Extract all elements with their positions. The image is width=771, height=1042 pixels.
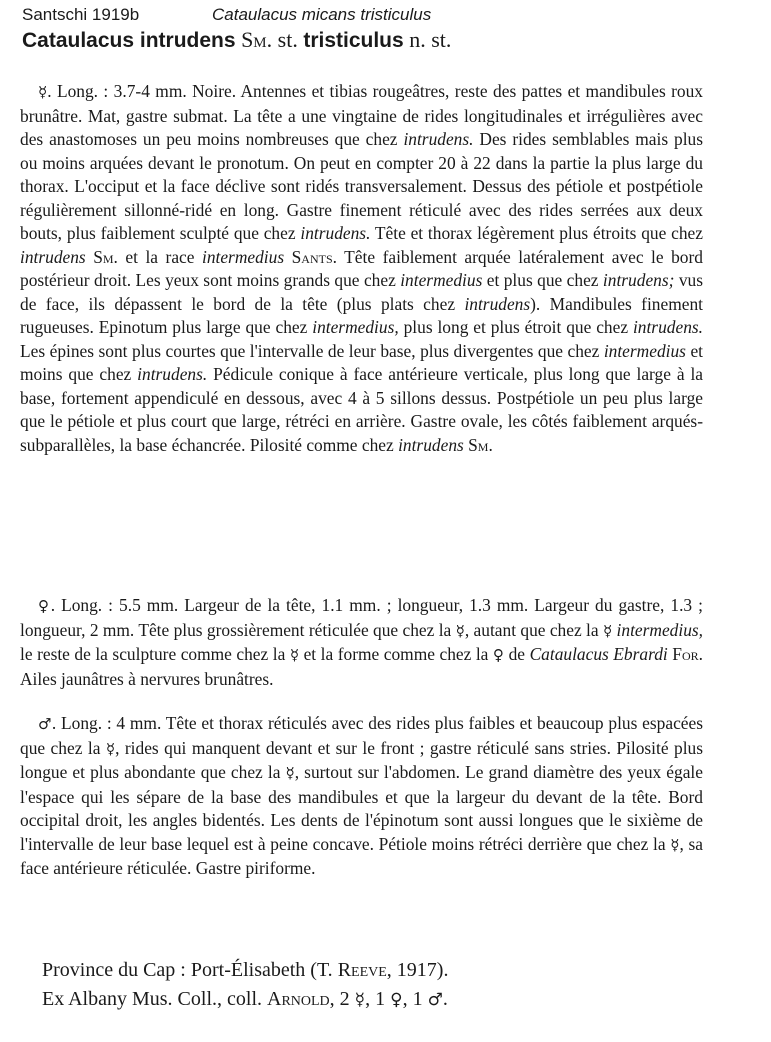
male-description	[20, 712, 703, 881]
text-run: le reste de la sculpture comme chez la	[20, 644, 290, 664]
text-run: Tête et thorax légèrement plus étroits que chez	[370, 223, 703, 243]
text-run: , 2	[329, 988, 355, 1010]
collector-name: Reeve	[337, 959, 387, 981]
text-run: Tête faiblement arquée latéralement avec le bord postérieur droit. Les yeux sont moins grands que chez	[20, 246, 703, 290]
species-name: Cataulacus Ebrardi	[529, 644, 668, 664]
text-run: .	[442, 988, 448, 1010]
text-run: , surtout sur l'abdomen. Le grand diamètre des yeux égale l'espace qui les sépare de la base des mandibules et que la largeur du devant de la tête. Bord occipital droit, les angles bidentés. Les dents de l'épinotum sont aussi longues que le sixième de l'intervalle de leur base lequel est à peine concave. Pétiole moins rétréci derrière que chez la	[20, 762, 703, 854]
species-name: intrudens;	[602, 270, 675, 290]
species-name: intrudens	[398, 434, 464, 455]
text-run: . Long. : 4 mm. Tête et thorax réticulés avec des rides plus faibles et beaucoup plus espacées que chez la	[20, 713, 703, 758]
text-run: et plus que chez	[482, 270, 603, 290]
text-run: de	[504, 644, 530, 664]
text-run: , 1917).	[386, 959, 449, 981]
citation-author-year: Santschi 1919b	[22, 5, 140, 24]
worker-description	[20, 80, 703, 457]
locality-line	[42, 956, 742, 985]
male-paragraph	[20, 712, 703, 881]
male-symbol: ♂	[427, 990, 443, 1010]
text-run: . Long. : 5.5 mm. Largeur de la tête, 1.1 mm. ; longueur, 1.3 mm. Largeur du gastre, 1.3 ; longueur, 2 mm. Tête plus grossièrement réticulée que chez la	[20, 595, 703, 640]
queen-symbol: ♀	[390, 990, 403, 1010]
species-name: intermedius,	[312, 317, 399, 337]
male-symbol: ♂	[38, 715, 52, 733]
text-run: . Long. : 3.7-4 mm. Noire. Antennes et tibias rougeâtres, reste des pattes et mandibules roux brunâtre. Mat, gastre submat. La tête a une vingtaine de rides longitudinales et irrégulières avec des anastomoses un peu moins nombreuses que chez	[20, 81, 703, 149]
collector-name: Arnold	[267, 988, 330, 1010]
title-species: Cataulacus intrudens	[22, 29, 236, 52]
species-name: intermedius	[603, 340, 686, 361]
species-name: intermedius	[400, 270, 483, 290]
text-run: Des rides semblables mais plus ou moins arquées devant le pronotum. On peut en compter 20 à 22 dans la partie la plus large du thorax. L'occiput et la face déclive sont ridés transversalement. Dessus des pétiole et postpétiole régulièrement sillonné-ridé en long. Gastre finement réticulé avec des rides serrées aux deux bouts, plus faiblement sculpté que chez	[20, 129, 703, 243]
collection-line	[42, 985, 742, 1015]
author-abbrev: Sm.	[468, 434, 493, 455]
author-abbrev: For.	[672, 644, 703, 664]
locality-record	[42, 956, 742, 1015]
title-rank: st.	[277, 27, 298, 52]
worker-symbol: ☿	[602, 621, 613, 640]
worker-symbol: ☿	[670, 835, 680, 854]
worker-symbol: ☿	[354, 990, 366, 1010]
worker-symbol: ☿	[38, 83, 48, 101]
species-name: intrudens.	[403, 129, 474, 149]
text-run: , 1	[365, 988, 391, 1010]
text-run: , 1	[402, 988, 428, 1010]
text-run: vus de face, ils dépassent le bord de la tête (plus plats chez	[20, 270, 703, 314]
worker-symbol: ☿	[289, 646, 300, 664]
text-run: , rides qui manquent devant et sur le front ; gastre réticulé sans stries. Pilosité plus longue et plus abondante que chez la	[20, 737, 703, 782]
worker-paragraph	[20, 80, 703, 457]
queen-symbol: ♀	[38, 597, 51, 615]
species-name: intrudens.	[300, 223, 371, 243]
queen-paragraph	[20, 594, 703, 691]
title-author: Sm.	[241, 27, 273, 52]
species-name: intrudens	[20, 246, 86, 267]
text-run: et la forme comme chez la	[299, 644, 493, 664]
text-run: , sa face antérieure réticulée. Gastre piriforme.	[20, 833, 703, 878]
queen-description	[20, 594, 703, 691]
species-name: intermedius	[201, 246, 285, 267]
text-run: Ex Albany Mus. Coll., coll.	[42, 988, 267, 1010]
queen-symbol: ♀	[492, 646, 505, 664]
text-run: Les épines sont plus courtes que l'intervalle de leur base, plus divergentes que chez	[20, 340, 604, 361]
worker-symbol: ☿	[105, 739, 116, 758]
text-run: , autant que chez la	[464, 619, 603, 640]
author-abbrev: Sants.	[291, 246, 337, 267]
text-run: plus long et plus étroit que chez	[398, 317, 633, 337]
text-run: ). Mandibules finement rugueuses. Epinotum plus large que chez	[20, 293, 703, 337]
title-status: n. st.	[409, 27, 452, 52]
author-abbrev: Sm.	[93, 246, 118, 267]
text-run: et la race	[117, 246, 202, 267]
species-name: intrudens.	[137, 364, 208, 384]
species-name: intermedius,	[612, 619, 704, 640]
text-run: Pédicule conique à face antérieure verticale, plus long que large à la base, fortement appendiculé en dessous, avec 4 à 5 sillons dessus. Postpétiole un peu plus large que le pétiole et plus court que large, rétréci en arrière. Gastre ovale, les côtés faiblement arqués-subparallèles, la base échancrée. Pilosité comme chez	[20, 364, 703, 455]
species-name: intrudens	[464, 293, 531, 314]
citation-taxon: Cataulacus micans tristiculus	[212, 5, 432, 24]
taxon-title	[22, 26, 762, 55]
worker-symbol: ☿	[285, 764, 295, 782]
page-header	[22, 4, 431, 26]
title-subspecies: tristiculus	[303, 29, 404, 52]
worker-symbol: ☿	[455, 621, 465, 640]
text-run: et moins que chez	[20, 340, 703, 384]
species-name: intrudens.	[632, 317, 703, 337]
text-run: Ailes jaunâtres à nervures brunâtres.	[20, 668, 274, 689]
text-run: Province du Cap : Port-Élisabeth (T.	[42, 959, 338, 981]
